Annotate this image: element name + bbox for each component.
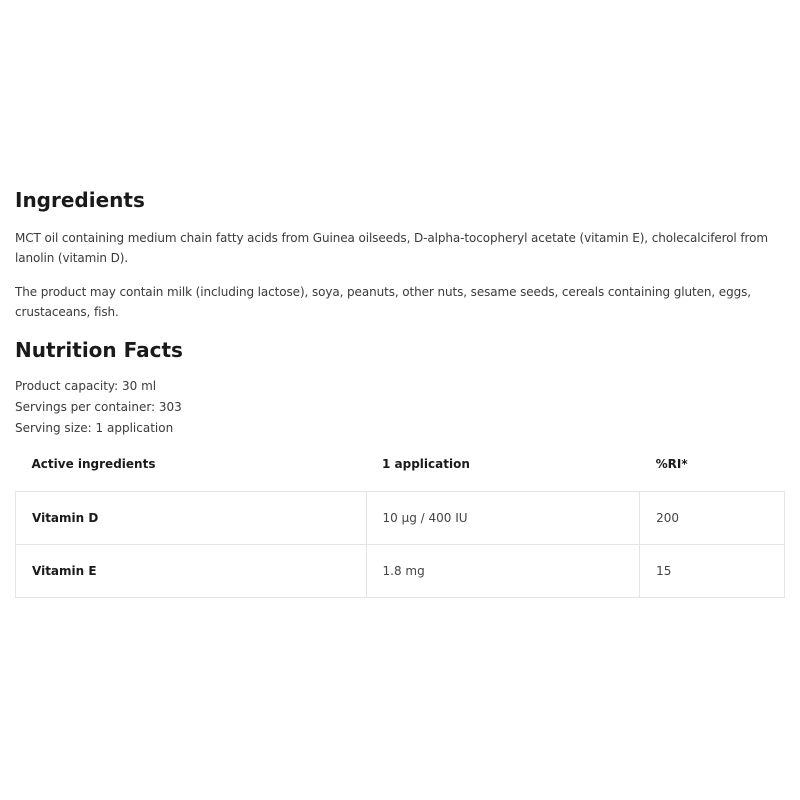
ingredient-name: Vitamin E [16,545,367,598]
nutrition-facts-heading: Nutrition Facts [15,338,183,362]
ingredient-amount: 1.8 mg [366,545,640,598]
ingredient-name: Vitamin D [16,492,367,545]
nutrition-table [15,453,785,598]
serving-size: Serving size: 1 application [15,421,174,435]
nutrition-facts-list [15,376,785,439]
allergen-paragraph: The product may contain milk (including lactose), soya, peanuts, other nuts, sesame seeds, cereals containing gluten, eggs, crustaceans, fish. [15,285,751,319]
product-capacity: Product capacity: 30 ml [15,379,157,393]
product-info-section [15,186,785,598]
table-row [16,545,785,598]
table-row [16,492,785,545]
ingredient-ri: 15 [640,545,785,598]
servings-per-container: Servings per container: 303 [15,400,182,414]
header-ri: %RI* [655,457,688,471]
ingredient-ri: 200 [640,492,785,545]
header-active-ingredients: Active ingredients [31,457,156,471]
ingredients-paragraph: MCT oil containing medium chain fatty acids from Guinea oilseeds, D-alpha-tocopheryl acetate (vitamin E), cholecalciferol from lanolin (vitamin D). [15,231,768,265]
header-per-application: 1 application [382,457,470,471]
table-header-row [16,453,785,492]
ingredient-amount: 10 μg / 400 IU [366,492,640,545]
ingredients-heading: Ingredients [15,188,145,212]
